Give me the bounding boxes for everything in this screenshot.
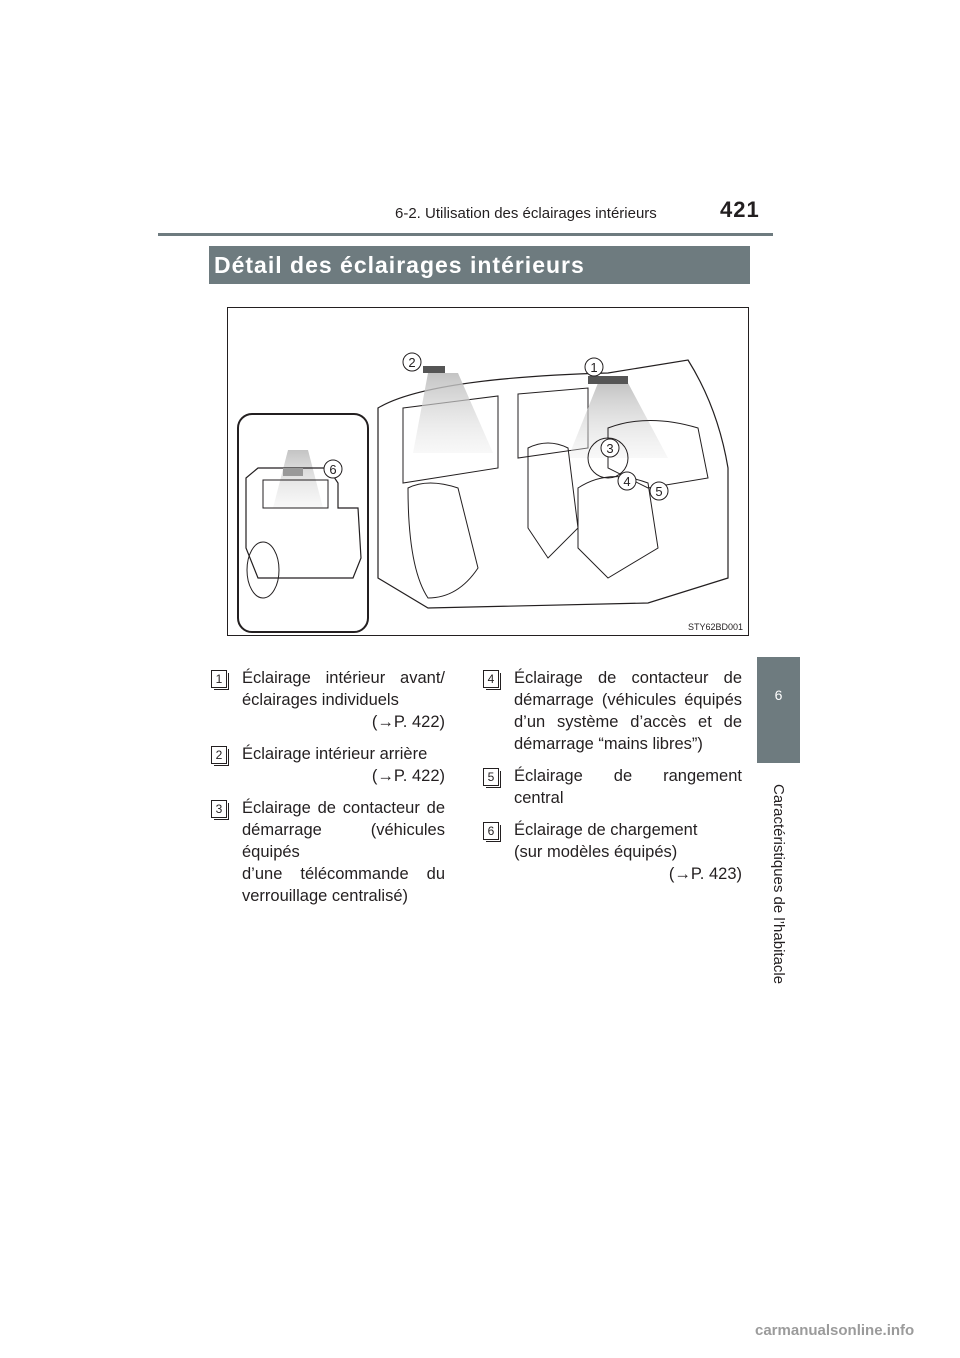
callout-3 — [601, 439, 619, 457]
item-text-line: Éclairage de rangement — [514, 767, 742, 785]
chapter-number: 6 — [774, 687, 783, 703]
item-number-badge: 4 — [483, 670, 499, 688]
legend-column-left — [215, 667, 445, 917]
list-item — [487, 765, 742, 809]
list-item — [215, 743, 445, 787]
item-text-line: central — [514, 789, 564, 807]
header-section: 6-2. Utilisation des éclairages intérieurs — [395, 205, 657, 222]
item-text-line: éclairages individuels — [242, 691, 399, 709]
list-item — [215, 667, 445, 733]
item-text-line: Éclairage de chargement — [514, 821, 698, 839]
figure-code: STY62BD001 — [687, 622, 743, 632]
item-text-line: (sur modèles équipés) — [514, 843, 678, 861]
item-text-line: verrouillage centralisé) — [242, 887, 408, 905]
item-number-badge: 6 — [483, 822, 499, 840]
item-text-line: Éclairage intérieur avant/ — [242, 669, 445, 687]
item-number-badge: 3 — [211, 800, 227, 818]
chapter-label: Caractéristiques de l’habitacle — [770, 784, 787, 985]
svg-text:6: 6 — [329, 462, 337, 477]
list-item — [487, 667, 742, 755]
item-text-line: d’un système d’accès et de — [514, 713, 742, 731]
item-text-line: démarrage (véhicules équipés — [514, 691, 742, 709]
page-number: 421 — [720, 197, 760, 222]
callout-2 — [403, 353, 421, 371]
svg-text:2: 2 — [408, 355, 416, 370]
item-text-line: démarrage “mains libres”) — [514, 735, 703, 753]
list-item — [215, 797, 445, 907]
chapter-tab — [757, 657, 800, 763]
callout-4 — [618, 472, 636, 490]
legend-column-right — [487, 667, 742, 895]
svg-text:4: 4 — [623, 474, 631, 489]
svg-text:3: 3 — [606, 441, 614, 456]
item-number-badge: 1 — [211, 670, 227, 688]
item-number-badge: 5 — [483, 768, 499, 786]
svg-text:5: 5 — [655, 484, 663, 499]
header-rule — [158, 233, 773, 236]
svg-text:1: 1 — [590, 360, 598, 375]
interior-lights-figure — [227, 307, 749, 636]
page-reference: (→P. 423) — [668, 865, 742, 883]
page-title: Détail des éclairages intérieurs — [214, 252, 585, 278]
callout-1 — [585, 358, 603, 376]
item-text-line: d’une télécommande du — [242, 865, 445, 883]
callout-5 — [650, 482, 668, 500]
item-number-badge: 2 — [211, 746, 227, 764]
page-reference: (→P. 422) — [371, 713, 445, 731]
page-reference: (→P. 422) — [371, 767, 445, 785]
list-item — [487, 819, 742, 885]
vehicle-interior-illustration — [228, 308, 748, 635]
watermark: carmanualsonline.info — [755, 1322, 915, 1339]
item-text-line: Éclairage intérieur arrière — [242, 745, 428, 763]
item-text-line: démarrage (véhicules équipés — [242, 821, 445, 861]
item-text-line: Éclairage de contacteur de — [514, 669, 742, 687]
callout-6 — [324, 460, 342, 478]
item-text-line: Éclairage de contacteur de — [242, 799, 445, 817]
